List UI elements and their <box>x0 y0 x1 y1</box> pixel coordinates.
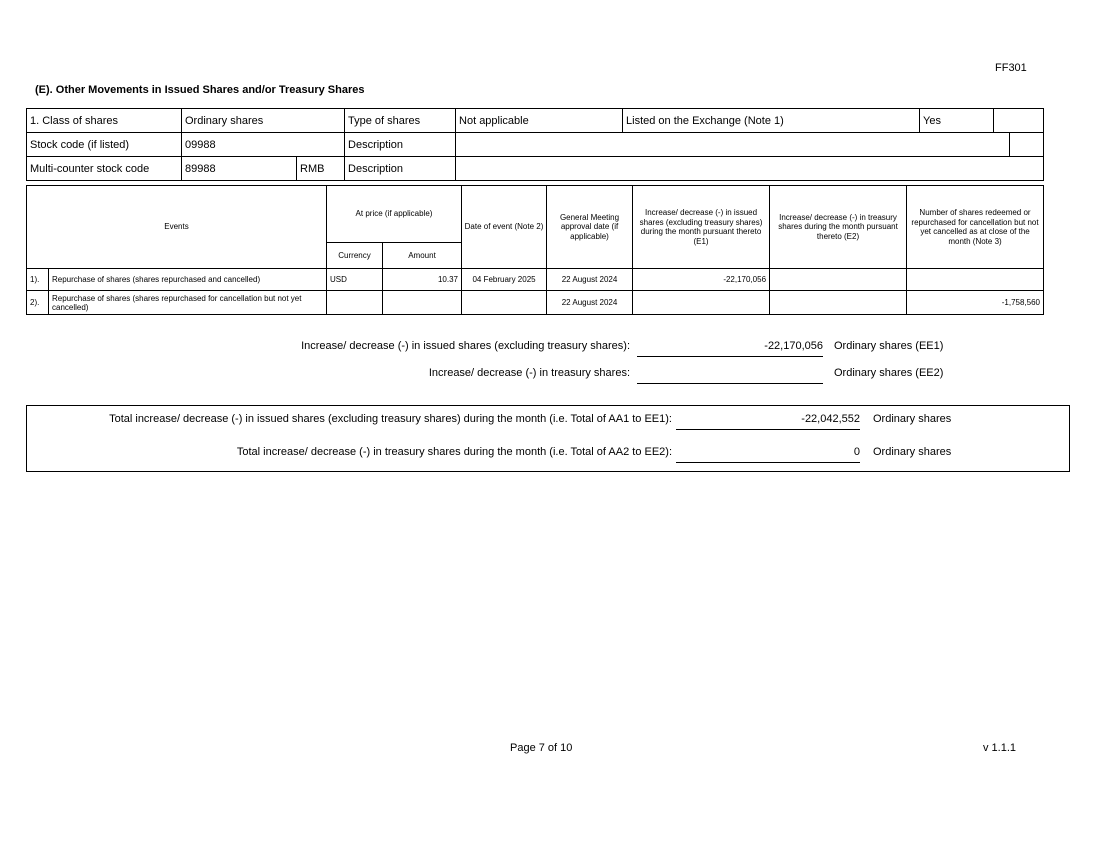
event-description: Repurchase of shares (shares repurchased and cancelled) <box>49 269 327 291</box>
events-table <box>26 185 1044 315</box>
currency-cell <box>327 291 383 315</box>
e1-header: Increase/ decrease (-) in issued shares (excluding treasury shares) during the month pursuant thereto (E1) <box>633 186 770 269</box>
description-value <box>456 133 1010 157</box>
ee2-value <box>637 367 823 384</box>
row-number: 1). <box>27 269 49 291</box>
total-treasury-unit: Ordinary shares <box>873 446 952 458</box>
events-header: Events <box>27 186 327 269</box>
class-of-shares-value: Ordinary shares <box>182 109 345 133</box>
total-issued-unit: Ordinary shares <box>873 413 952 425</box>
gm-date-header: General Meeting approval date (if applicable) <box>547 186 633 269</box>
ee1-label: Increase/ decrease (-) in issued shares (excluding treasury shares): <box>301 340 630 352</box>
multi-counter-currency: RMB <box>297 157 345 181</box>
e2-cell <box>770 269 907 291</box>
ee2-unit: Ordinary shares (EE2) <box>834 367 944 379</box>
currency-cell: USD <box>327 269 383 291</box>
amount-cell: 10.37 <box>383 269 462 291</box>
multi-counter-value: 89988 <box>182 157 297 181</box>
total-issued-label: Total increase/ decrease (-) in issued shares (excluding treasury shares) during the month (i.e. Total of AA1 to EE1): <box>109 413 672 425</box>
event-date-cell: 04 February 2025 <box>462 269 547 291</box>
e2-cell <box>770 291 907 315</box>
description-blank <box>1010 133 1044 157</box>
description-value-2 <box>456 157 1044 181</box>
ee1-value: -22,170,056 <box>637 340 823 357</box>
amount-header: Amount <box>383 243 462 269</box>
total-treasury-value: 0 <box>676 446 860 463</box>
table-row <box>27 291 1044 315</box>
type-of-shares-label: Type of shares <box>345 109 456 133</box>
price-header: At price (if applicable) <box>327 186 462 243</box>
listed-value: Yes <box>920 109 994 133</box>
gm-date-cell: 22 August 2024 <box>547 291 633 315</box>
ee2-label: Increase/ decrease (-) in treasury shares: <box>428 367 630 379</box>
event-date-cell <box>462 291 547 315</box>
ee1-unit: Ordinary shares (EE1) <box>834 340 944 352</box>
total-issued-value: -22,042,552 <box>676 413 860 430</box>
description-label-2: Description <box>345 157 456 181</box>
class-of-shares-label: 1. Class of shares <box>27 109 182 133</box>
redeemed-header: Number of shares redeemed or repurchased for cancellation but not yet cancelled as at close of the month (Note 3) <box>907 186 1044 269</box>
total-treasury-label: Total increase/ decrease (-) in treasury shares during the month (i.e. Total of AA2 to EE2): <box>236 446 672 458</box>
currency-header: Currency <box>327 243 383 269</box>
type-of-shares-value: Not applicable <box>456 109 623 133</box>
amount-cell <box>383 291 462 315</box>
table-row <box>27 269 1044 291</box>
e2-header: Increase/ decrease (-) in treasury shares during the month pursuant thereto (E2) <box>770 186 907 269</box>
row-number: 2). <box>27 291 49 315</box>
form-code: FF301 <box>995 62 1027 74</box>
page-number: Page 7 of 10 <box>510 742 573 754</box>
listed-label: Listed on the Exchange (Note 1) <box>623 109 920 133</box>
section-title: (E). Other Movements in Issued Shares and/or Treasury Shares <box>35 84 365 96</box>
event-description: Repurchase of shares (shares repurchased for cancellation but not yet cancelled) <box>49 291 327 315</box>
share-class-table <box>26 108 1044 181</box>
stock-code-value: 09988 <box>182 133 345 157</box>
version-label: v 1.1.1 <box>983 742 1017 754</box>
listed-blank <box>994 109 1044 133</box>
redeemed-cell: -1,758,560 <box>907 291 1044 315</box>
e1-cell <box>633 291 770 315</box>
gm-date-cell: 22 August 2024 <box>547 269 633 291</box>
description-label: Description <box>345 133 456 157</box>
multi-counter-label: Multi-counter stock code <box>27 157 182 181</box>
redeemed-cell <box>907 269 1044 291</box>
date-header: Date of event (Note 2) <box>462 186 547 269</box>
stock-code-label: Stock code (if listed) <box>27 133 182 157</box>
e1-cell: -22,170,056 <box>633 269 770 291</box>
